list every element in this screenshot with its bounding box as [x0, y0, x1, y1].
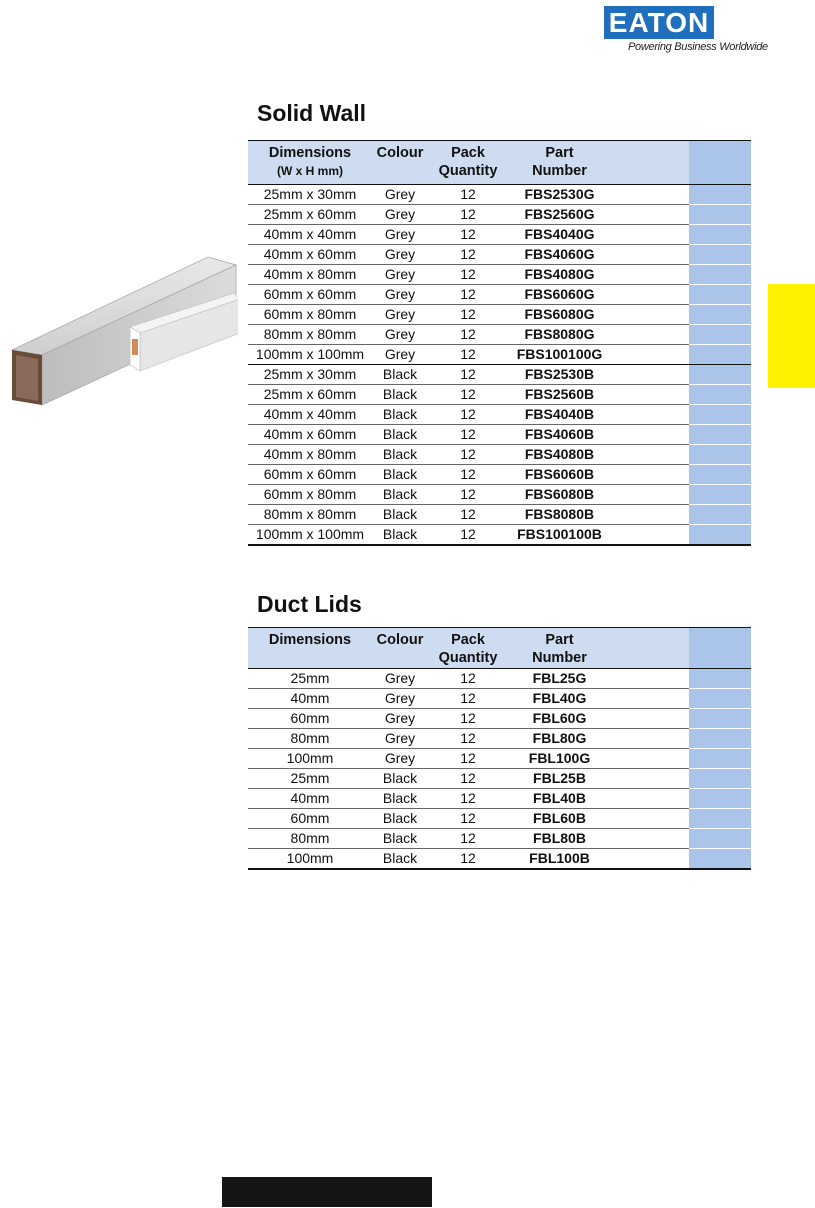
cell-part-number: FBS100100G — [508, 345, 611, 365]
cell-blue — [689, 749, 751, 769]
cell-blue — [689, 809, 751, 829]
table-row — [248, 485, 751, 505]
cell-dimensions: 40mm x 60mm — [248, 425, 372, 445]
cell-spacer — [611, 829, 689, 849]
header-spacer — [611, 141, 689, 185]
cell-dimensions: 100mm — [248, 749, 372, 769]
cell-pack-quantity: 12 — [428, 205, 508, 225]
cell-pack-quantity: 12 — [428, 265, 508, 285]
table-row — [248, 425, 751, 445]
cell-colour: Black — [372, 385, 428, 405]
cell-spacer — [611, 425, 689, 445]
cell-colour: Black — [372, 445, 428, 465]
cell-pack-quantity: 12 — [428, 245, 508, 265]
table-row — [248, 829, 751, 849]
table-row — [248, 265, 751, 285]
cell-colour: Grey — [372, 305, 428, 325]
table-row — [248, 325, 751, 345]
cell-pack-quantity: 12 — [428, 385, 508, 405]
cell-blue — [689, 465, 751, 485]
cell-part-number: FBL100B — [508, 849, 611, 870]
cell-blue — [689, 445, 751, 465]
cell-dimensions: 25mm x 60mm — [248, 205, 372, 225]
table-row — [248, 405, 751, 425]
table-row — [248, 525, 751, 546]
cell-part-number: FBL25G — [508, 669, 611, 689]
cell-colour: Black — [372, 829, 428, 849]
header-pack-label: Pack — [451, 632, 485, 648]
cell-blue — [689, 185, 751, 205]
solid-wall-title: Solid Wall — [257, 100, 367, 126]
header-part-label: Part — [545, 145, 574, 161]
cell-part-number: FBS6060B — [508, 465, 611, 485]
cell-pack-quantity: 12 — [428, 425, 508, 445]
header-dimensions-label: Dimensions — [268, 145, 352, 161]
cell-dimensions: 25mm x 30mm — [248, 185, 372, 205]
cell-blue — [689, 709, 751, 729]
cell-pack-quantity: 12 — [428, 485, 508, 505]
table-row — [248, 849, 751, 870]
cell-colour: Grey — [372, 225, 428, 245]
cell-pack-quantity: 12 — [428, 809, 508, 829]
cell-spacer — [611, 689, 689, 709]
cell-colour: Black — [372, 525, 428, 546]
header-number-label: Number — [532, 163, 587, 179]
eaton-logo — [604, 6, 768, 56]
cell-spacer — [611, 185, 689, 205]
cell-part-number: FBL100G — [508, 749, 611, 769]
solid-wall-table — [248, 140, 751, 546]
cell-dimensions: 80mm x 80mm — [248, 505, 372, 525]
cell-spacer — [611, 465, 689, 485]
cell-pack-quantity: 12 — [428, 325, 508, 345]
cell-dimensions: 100mm x 100mm — [248, 345, 372, 365]
cell-spacer — [611, 225, 689, 245]
table-row — [248, 245, 751, 265]
table-row — [248, 205, 751, 225]
cell-pack-quantity: 12 — [428, 405, 508, 425]
cell-dimensions: 80mm — [248, 829, 372, 849]
cell-dimensions: 40mm x 80mm — [248, 265, 372, 285]
cell-dimensions: 40mm x 80mm — [248, 445, 372, 465]
cell-spacer — [611, 445, 689, 465]
cell-part-number: FBL60G — [508, 709, 611, 729]
cell-pack-quantity: 12 — [428, 669, 508, 689]
header-spacer — [611, 628, 689, 669]
cell-part-number: FBS2560B — [508, 385, 611, 405]
header-quantity-label: Quantity — [438, 650, 498, 666]
yellow-section-tab — [768, 284, 815, 388]
cell-colour: Grey — [372, 729, 428, 749]
table-row — [248, 285, 751, 305]
cell-colour: Grey — [372, 245, 428, 265]
cell-blue — [689, 769, 751, 789]
cell-colour: Grey — [372, 345, 428, 365]
cell-part-number: FBS8080B — [508, 505, 611, 525]
header-dimensions: Dimensions — [248, 628, 372, 669]
cell-dimensions: 40mm x 40mm — [248, 405, 372, 425]
cell-pack-quantity: 12 — [428, 769, 508, 789]
cell-spacer — [611, 285, 689, 305]
cell-pack-quantity: 12 — [428, 285, 508, 305]
cell-blue — [689, 325, 751, 345]
cell-blue — [689, 669, 751, 689]
table-row — [248, 385, 751, 405]
cell-dimensions: 25mm — [248, 769, 372, 789]
cell-spacer — [611, 245, 689, 265]
cell-part-number: FBS6060G — [508, 285, 611, 305]
table-row — [248, 225, 751, 245]
table-row — [248, 345, 751, 365]
cell-blue — [689, 525, 751, 546]
logo-wordmark: EATON — [604, 6, 714, 39]
duct-lids-table — [248, 627, 751, 870]
cell-pack-quantity: 12 — [428, 789, 508, 809]
cell-colour: Black — [372, 789, 428, 809]
cell-part-number: FBS2560G — [508, 205, 611, 225]
table-row — [248, 465, 751, 485]
trunking-product-image — [8, 255, 238, 415]
header-part-number — [508, 141, 611, 185]
table-row — [248, 769, 751, 789]
cell-part-number: FBS2530G — [508, 185, 611, 205]
table-row — [248, 305, 751, 325]
header-colour: Colour — [372, 628, 428, 669]
cell-part-number: FBL40B — [508, 789, 611, 809]
table-row — [248, 749, 751, 769]
cell-blue — [689, 225, 751, 245]
cell-blue — [689, 689, 751, 709]
cell-pack-quantity: 12 — [428, 849, 508, 870]
logo-tagline: Powering Business Worldwide — [628, 41, 768, 53]
cell-part-number: FBS6080G — [508, 305, 611, 325]
cell-colour: Black — [372, 809, 428, 829]
cell-pack-quantity: 12 — [428, 445, 508, 465]
cell-pack-quantity: 12 — [428, 829, 508, 849]
header-blue-column — [689, 628, 751, 669]
cell-blue — [689, 405, 751, 425]
cell-spacer — [611, 385, 689, 405]
cell-dimensions: 60mm x 80mm — [248, 485, 372, 505]
cell-dimensions: 60mm — [248, 809, 372, 829]
cell-blue — [689, 265, 751, 285]
cell-dimensions: 60mm x 60mm — [248, 465, 372, 485]
cell-part-number: FBL80G — [508, 729, 611, 749]
table-row — [248, 789, 751, 809]
cell-part-number: FBS4060B — [508, 425, 611, 445]
cell-colour: Black — [372, 365, 428, 385]
cell-spacer — [611, 305, 689, 325]
table-row — [248, 709, 751, 729]
cell-part-number: FBS8080G — [508, 325, 611, 345]
cell-colour: Grey — [372, 325, 428, 345]
cell-blue — [689, 245, 751, 265]
cell-blue — [689, 829, 751, 849]
cell-dimensions: 40mm x 40mm — [248, 225, 372, 245]
table-row — [248, 669, 751, 689]
table-row — [248, 445, 751, 465]
cell-blue — [689, 505, 751, 525]
cell-blue — [689, 345, 751, 365]
cell-dimensions: 60mm x 80mm — [248, 305, 372, 325]
duct-lids-title: Duct Lids — [257, 591, 362, 617]
cell-colour: Grey — [372, 689, 428, 709]
cell-spacer — [611, 525, 689, 546]
cell-dimensions: 100mm x 100mm — [248, 525, 372, 546]
cell-pack-quantity: 12 — [428, 689, 508, 709]
cell-part-number: FBL25B — [508, 769, 611, 789]
header-part-number — [508, 628, 611, 669]
cell-part-number: FBS4060G — [508, 245, 611, 265]
cell-blue — [689, 485, 751, 505]
cell-part-number: FBS4080B — [508, 445, 611, 465]
cell-colour: Grey — [372, 265, 428, 285]
cell-colour: Grey — [372, 185, 428, 205]
cell-spacer — [611, 205, 689, 225]
cell-dimensions: 60mm x 60mm — [248, 285, 372, 305]
header-dimensions-sub: (W x H mm) — [277, 164, 343, 178]
cell-part-number: FBS2530B — [508, 365, 611, 385]
header-dimensions — [248, 141, 372, 185]
cell-pack-quantity: 12 — [428, 345, 508, 365]
cell-blue — [689, 849, 751, 870]
cell-blue — [689, 729, 751, 749]
cell-part-number: FBS6080B — [508, 485, 611, 505]
cell-pack-quantity: 12 — [428, 525, 508, 546]
cell-blue — [689, 789, 751, 809]
cell-spacer — [611, 769, 689, 789]
cell-dimensions: 80mm — [248, 729, 372, 749]
cell-blue — [689, 205, 751, 225]
cell-part-number: FBS4080G — [508, 265, 611, 285]
cell-spacer — [611, 345, 689, 365]
cell-part-number: FBS4040B — [508, 405, 611, 425]
table-row — [248, 185, 751, 205]
table-row — [248, 729, 751, 749]
cell-colour: Black — [372, 849, 428, 870]
cell-colour: Black — [372, 769, 428, 789]
cell-dimensions: 40mm x 60mm — [248, 245, 372, 265]
cell-colour: Black — [372, 405, 428, 425]
cell-blue — [689, 365, 751, 385]
header-blue-column — [689, 141, 751, 185]
cell-pack-quantity: 12 — [428, 505, 508, 525]
cell-pack-quantity: 12 — [428, 185, 508, 205]
cell-dimensions: 25mm x 30mm — [248, 365, 372, 385]
cell-blue — [689, 425, 751, 445]
cell-spacer — [611, 729, 689, 749]
header-pack-quantity — [428, 141, 508, 185]
cell-colour: Black — [372, 505, 428, 525]
cell-spacer — [611, 749, 689, 769]
cell-colour: Grey — [372, 709, 428, 729]
cell-colour: Black — [372, 485, 428, 505]
cell-dimensions: 25mm — [248, 669, 372, 689]
header-colour: Colour — [372, 141, 428, 185]
cell-spacer — [611, 709, 689, 729]
cell-spacer — [611, 265, 689, 285]
cell-spacer — [611, 849, 689, 870]
cell-part-number: FBL40G — [508, 689, 611, 709]
cell-pack-quantity: 12 — [428, 465, 508, 485]
header-part-label: Part — [545, 632, 574, 648]
table-row — [248, 809, 751, 829]
cell-pack-quantity: 12 — [428, 365, 508, 385]
cell-spacer — [611, 325, 689, 345]
header-pack-quantity — [428, 628, 508, 669]
table-header-row — [248, 628, 751, 669]
cell-colour: Black — [372, 465, 428, 485]
cell-pack-quantity: 12 — [428, 749, 508, 769]
cell-colour: Grey — [372, 669, 428, 689]
cell-spacer — [611, 485, 689, 505]
header-number-label: Number — [532, 650, 587, 666]
cell-pack-quantity: 12 — [428, 225, 508, 245]
cell-spacer — [611, 505, 689, 525]
cell-blue — [689, 305, 751, 325]
cell-colour: Black — [372, 425, 428, 445]
cell-blue — [689, 385, 751, 405]
header-quantity-label: Quantity — [438, 163, 498, 179]
cell-dimensions: 100mm — [248, 849, 372, 870]
cell-dimensions: 40mm — [248, 689, 372, 709]
cell-pack-quantity: 12 — [428, 729, 508, 749]
cell-part-number: FBL60B — [508, 809, 611, 829]
footer-bar — [222, 1177, 432, 1207]
cell-colour: Grey — [372, 285, 428, 305]
cell-pack-quantity: 12 — [428, 305, 508, 325]
cell-dimensions: 60mm — [248, 709, 372, 729]
table-row — [248, 689, 751, 709]
cell-dimensions: 40mm — [248, 789, 372, 809]
cell-part-number: FBL80B — [508, 829, 611, 849]
cell-dimensions: 80mm x 80mm — [248, 325, 372, 345]
cell-blue — [689, 285, 751, 305]
cell-part-number: FBS4040G — [508, 225, 611, 245]
header-pack-label: Pack — [451, 145, 485, 161]
cell-spacer — [611, 365, 689, 385]
cell-spacer — [611, 809, 689, 829]
table-row — [248, 505, 751, 525]
cell-colour: Grey — [372, 749, 428, 769]
cell-colour: Grey — [372, 205, 428, 225]
table-row — [248, 365, 751, 385]
cell-spacer — [611, 669, 689, 689]
cell-spacer — [611, 789, 689, 809]
cell-dimensions: 25mm x 60mm — [248, 385, 372, 405]
cell-part-number: FBS100100B — [508, 525, 611, 546]
cell-pack-quantity: 12 — [428, 709, 508, 729]
cell-spacer — [611, 405, 689, 425]
table-header-row — [248, 141, 751, 185]
